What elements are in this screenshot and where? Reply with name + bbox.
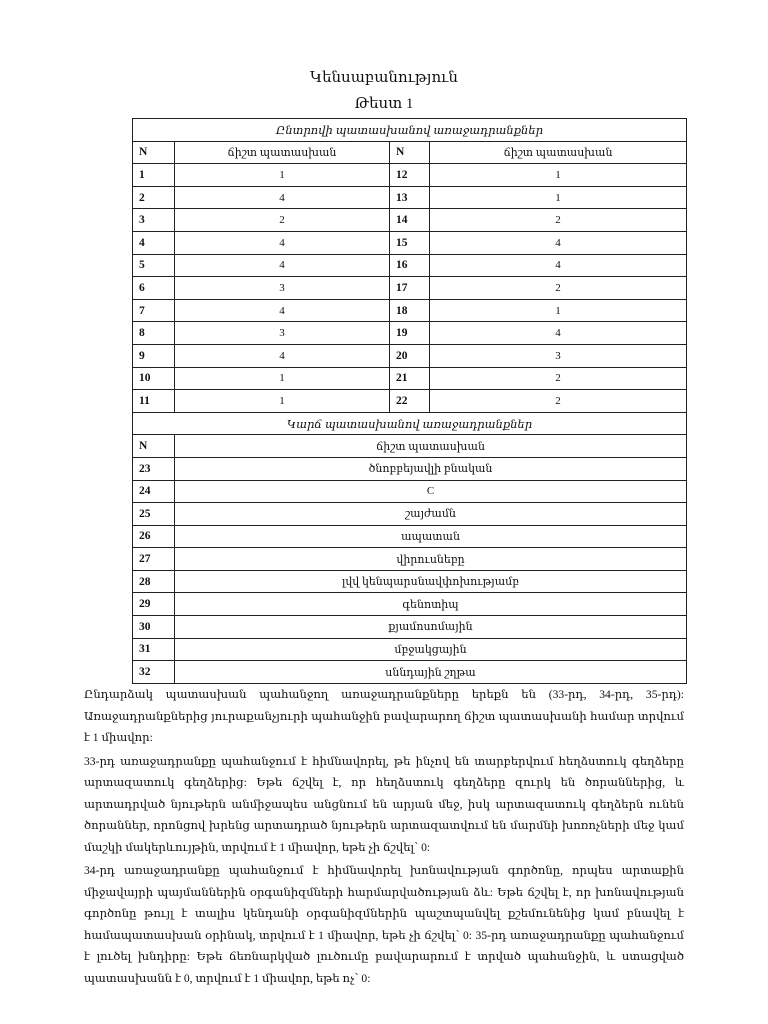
table-row (133, 254, 687, 277)
table-row (133, 277, 687, 300)
answer-cell: շայժամն (175, 503, 687, 526)
question-number: 20 (390, 344, 430, 367)
answer-cell: 4 (175, 186, 390, 209)
question-number: 18 (390, 299, 430, 322)
question-number: 9 (133, 344, 175, 367)
question-number: 6 (133, 277, 175, 300)
table-row (133, 231, 687, 254)
question-number: 30 (133, 616, 175, 639)
table-row (133, 638, 687, 661)
answer-cell: 1 (430, 164, 687, 187)
table-row (133, 164, 687, 187)
question-number: 3 (133, 209, 175, 232)
question-number: 21 (390, 367, 430, 390)
table-row (133, 480, 687, 503)
answer-cell: վիրուսնեբը (175, 548, 687, 571)
page-subtitle: Թեստ 1 (354, 96, 414, 112)
answer-cell: սննդային շղթա (175, 661, 687, 684)
question-number: 19 (390, 322, 430, 345)
answer-cell: 2 (430, 209, 687, 232)
question-number: 27 (133, 548, 175, 571)
column-header-row (133, 141, 687, 164)
question-number: 15 (390, 231, 430, 254)
table-row (133, 548, 687, 571)
answer-cell: 3 (175, 277, 390, 300)
answer-cell: 4 (175, 254, 390, 277)
answer-cell: 2 (430, 277, 687, 300)
question-number: 13 (390, 186, 430, 209)
question-number: 32 (133, 661, 175, 684)
question-number: 22 (390, 390, 430, 413)
section-header-row (133, 412, 687, 435)
answer-cell: 2 (430, 390, 687, 413)
answer-key-table (132, 118, 687, 684)
answer-cell: լվվ կենպարսնավփոխությամբ (175, 570, 687, 593)
question-number: 23 (133, 457, 175, 480)
paragraph: Ընդարձակ պատասխան պահանջող առաջադրանքները երեքն են (33-րդ, 34-րդ, 35-րդ): Առաջադրանքներից յուրաքանչյուրի պահանջին բավարարող ճիշտ պատասխանի համար տրվում է 1 միավոր: (84, 688, 684, 744)
column-header-row (133, 435, 687, 458)
table-row (133, 570, 687, 593)
answer-cell: 1 (430, 299, 687, 322)
question-number: 10 (133, 367, 175, 390)
column-header-n: N (133, 141, 175, 164)
question-number: 17 (390, 277, 430, 300)
paragraph: 34-րդ առաջադրանքը պահանջում է հիմնավորել խոնավության գործոնը, որպես արտաքին միջավայրի պայմաններին օրգանիզմների հարմարվածության ձև: Եթե ճշվել է, որ խոնավության գործոնը թույլ է տալիս կենդանի օրգանիզմներին պաշտպանվել քշեմունենից կամ բնավել է համապատասխան օրինակ, տրվում է 1 միավոր, եթե չի ճշվել՝ 0: 35-րդ առաջադրանքը պահանջում է լուծել խնդիրը: Եթե ճեռնարկված լուծումը բավարարում է տրված պահանջին, և ստացված պատասխանն է 0, տրվում է 1 միավոր, եթե ոչ՝ 0: (84, 864, 684, 985)
question-number: 8 (133, 322, 175, 345)
page-title: Կենսաբանություն (310, 70, 458, 86)
question-number: 5 (133, 254, 175, 277)
table-row (133, 299, 687, 322)
section-title-multiple-choice: Ընտրովի պատասխանով առաջադրանքներ (133, 119, 687, 142)
table-row (133, 322, 687, 345)
table-row (133, 209, 687, 232)
question-number: 31 (133, 638, 175, 661)
table-row (133, 616, 687, 639)
answer-cell: 2 (430, 367, 687, 390)
answer-cell: 4 (430, 322, 687, 345)
answer-cell: գենոտիպ (175, 593, 687, 616)
table-row (133, 661, 687, 684)
paragraph: 33-րդ առաջադրանքը պահանջում է հիմնավորել, թե ինչով են տարբերվում հեղձստուկ գեղձերը արտազատուկ գեղձերից: Եթե ճշվել է, որ հեղձստուկ գեղձերը զուրկ են ծորաններից, և արտադրված նյութերն անմիջապես անցնում են արյան մեջ, իսկ արտազատուկ գեղձերն ունեն ծորաններ, որոնցով խրենց արտադրած նյութերն արտազատվում են մարմնի խոռոչների մեջ կամ մաշկի մակերևույթին, տրվում է 1 միավոր, եթե չի ճշվել՝ 0: (84, 754, 684, 854)
question-number: 29 (133, 593, 175, 616)
answer-cell: մբջակցային (175, 638, 687, 661)
table-row (133, 593, 687, 616)
table-row (133, 344, 687, 367)
question-number: 16 (390, 254, 430, 277)
answer-cell: 4 (175, 344, 390, 367)
table-row (133, 457, 687, 480)
section-header-row (133, 119, 687, 142)
table-row (133, 186, 687, 209)
answer-cell: ապատան (175, 525, 687, 548)
answer-cell: 1 (175, 367, 390, 390)
answer-cell: 4 (430, 231, 687, 254)
answer-key-body (133, 119, 687, 684)
answer-cell: ծնոբբեյավլի բնական (175, 457, 687, 480)
question-number: 28 (133, 570, 175, 593)
answer-cell: 4 (175, 299, 390, 322)
question-number: 11 (133, 390, 175, 413)
column-header-answer: ճիշտ պատասխան (430, 141, 687, 164)
question-number: 7 (133, 299, 175, 322)
answer-cell: C (175, 480, 687, 503)
answer-cell: 1 (175, 164, 390, 187)
question-number: 24 (133, 480, 175, 503)
question-number: 25 (133, 503, 175, 526)
column-header-n: N (390, 141, 430, 164)
section-title-short-answer: Կարճ պատասխանով առաջադրանքներ (133, 412, 687, 435)
table-row (133, 503, 687, 526)
answer-cell: 3 (430, 344, 687, 367)
column-header-n: N (133, 435, 175, 458)
column-header-answer: ճիշտ պատասխան (175, 141, 390, 164)
answer-cell: 4 (430, 254, 687, 277)
answer-cell: 2 (175, 209, 390, 232)
question-number: 12 (390, 164, 430, 187)
table-row (133, 525, 687, 548)
question-number: 4 (133, 231, 175, 254)
question-number: 2 (133, 186, 175, 209)
question-number: 1 (133, 164, 175, 187)
answer-cell: 3 (175, 322, 390, 345)
scoring-instructions (84, 684, 684, 991)
question-number: 14 (390, 209, 430, 232)
question-number: 26 (133, 525, 175, 548)
answer-cell: քյամոսոմային (175, 616, 687, 639)
answer-cell: 4 (175, 231, 390, 254)
table-row (133, 367, 687, 390)
answer-cell: 1 (430, 186, 687, 209)
column-header-answer: ճիշտ պատասխան (175, 435, 687, 458)
table-row (133, 390, 687, 413)
answer-cell: 1 (175, 390, 390, 413)
